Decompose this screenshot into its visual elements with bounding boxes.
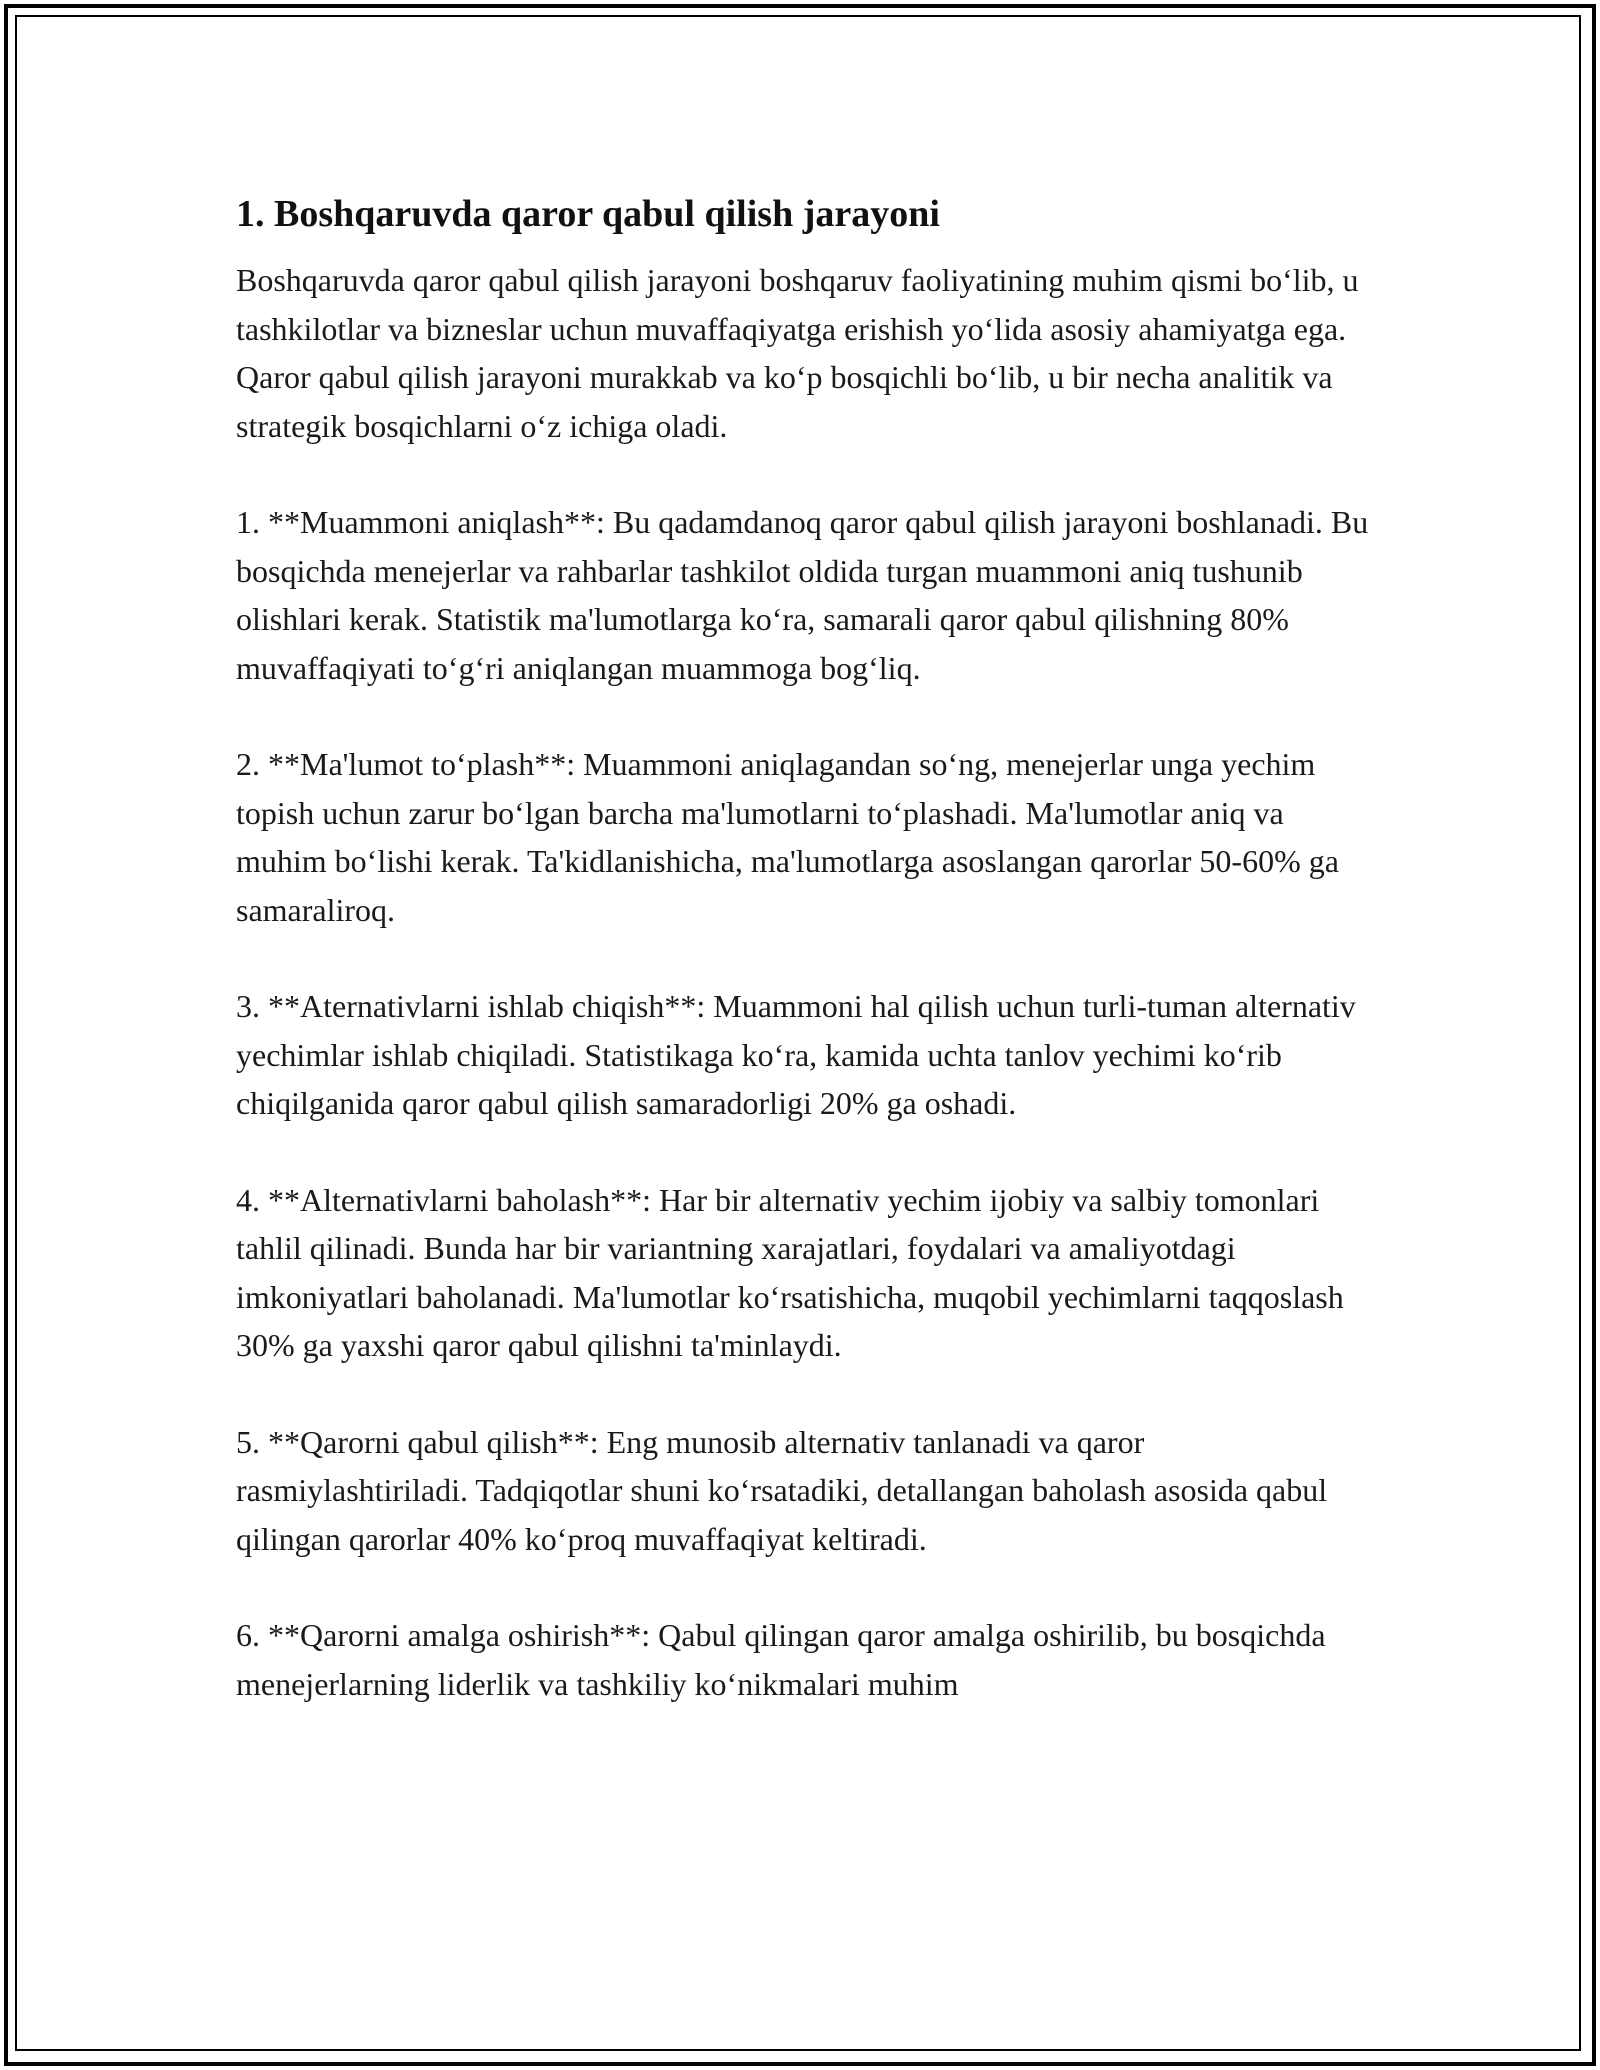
document-body <box>236 186 1376 1756</box>
paragraph-step-4: 4. **Alternativlarni baholash**: Har bir alternativ yechim ijobiy va salbiy tomonlari tahlil qilinadi. Bunda har bir variantning xarajatlari, foydalari va amaliyotdagi imkoniyatlari baholanadi. Ma'lumotlar ko‘rsatishicha, muqobil yechimlarni taqqoslash 30% ga yaxshi qaror qabul qilishni ta'minlaydi. <box>236 1181 1344 1363</box>
paragraph-step-1: 1. **Muammoni aniqlash**: Bu qadamdanoq qaror qabul qilish jarayoni boshlanadi. Bu bosqichda menejerlar va rahbarlar tashkilot oldida turgan muammoni aniq tushunib olishlari kerak. Statistik ma'lumotlarga ko‘ra, samarali qaror qabul qilishning 80% muvaffaqiyati to‘g‘ri aniqlangan muammoga bog‘liq. <box>236 504 1369 686</box>
paragraph-step-2: 2. **Ma'lumot to‘plash**: Muammoni aniqlagandan so‘ng, menejerlar unga yechim topish uchun zarur bo‘lgan barcha ma'lumotlarni to‘plashadi. Ma'lumotlar aniq va muhim bo‘lishi kerak. Ta'kidlanishicha, ma'lumotlarga asoslangan qarorlar 50-60% ga samaraliroq. <box>236 746 1339 928</box>
paragraph-intro: Boshqaruvda qaror qabul qilish jarayoni boshqaruv faoliyatining muhim qismi bo‘lib, u tashkilotlar va bizneslar uchun muvaffaqiyatga erishish yo‘lida asosiy ahamiyatga ega. Qaror qabul qilish jarayoni murakkab va ko‘p bosqichli bo‘lib, u bir necha analitik va strategik bosqichlarni o‘z ichiga oladi. <box>236 262 1359 444</box>
paragraph-step-3: 3. **Aternativlarni ishlab chiqish**: Muammoni hal qilish uchun turli-tuman alternativ yechimlar ishlab chiqiladi. Statistikaga ko‘ra, kamida uchta tanlov yechimi ko‘rib chiqilganida qaror qabul qilish samaradorligi 20% ga oshadi. <box>236 988 1356 1121</box>
document-title: 1. Boshqaruvda qaror qabul qilish jarayoni <box>236 193 940 235</box>
paragraph-step-6: 6. **Qarorni amalga oshirish**: Qabul qilingan qaror amalga oshirilib, bu bosqichda menejerlarning liderlik va tashkiliy ko‘nikmalari muhim <box>236 1617 1326 1702</box>
paragraph-step-5: 5. **Qarorni qabul qilish**: Eng munosib alternativ tanlanadi va qaror rasmiylashtiriladi. Tadqiqotlar shuni ko‘rsatadiki, detallangan baholash asosida qabul qilingan qarorlar 40% ko‘proq muvaffaqiyat keltiradi. <box>236 1423 1328 1557</box>
